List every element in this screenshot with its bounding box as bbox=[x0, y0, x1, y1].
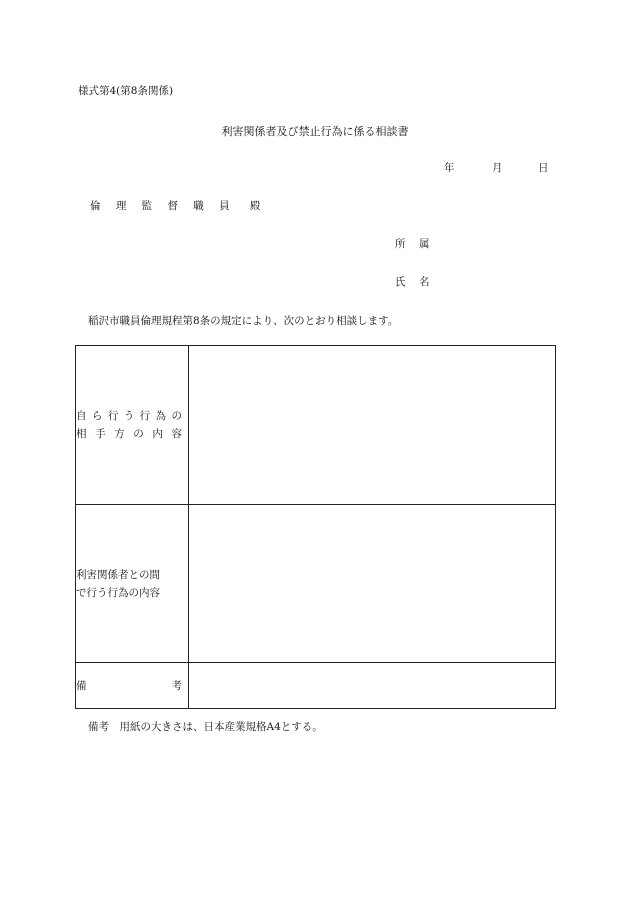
affiliation-char: 属 bbox=[419, 238, 430, 250]
affiliation-char: 所 bbox=[395, 238, 406, 250]
label-char: 行 bbox=[107, 410, 119, 422]
name-char: 名 bbox=[419, 276, 430, 288]
consultation-table bbox=[75, 345, 556, 709]
row-label-remarks bbox=[76, 663, 189, 709]
label-line: で行う行為の内容 bbox=[76, 586, 160, 599]
addressee-char: 倫 bbox=[90, 200, 101, 212]
addressee-char: 理 bbox=[115, 200, 127, 212]
addressee-char: 職 bbox=[193, 200, 205, 212]
affiliation-label bbox=[395, 236, 443, 251]
label-line: 利害関係者との間 bbox=[76, 568, 160, 581]
date-year-label: 年 bbox=[444, 162, 455, 174]
label-char: 行 bbox=[139, 410, 151, 422]
label-char: 手 bbox=[95, 428, 106, 440]
addressee-char: 監 bbox=[141, 200, 153, 212]
counterparty-content-field[interactable] bbox=[189, 346, 556, 505]
table-row bbox=[76, 346, 556, 505]
addressee bbox=[90, 198, 276, 213]
label-char: 相 bbox=[76, 428, 87, 440]
label-char: 備 bbox=[76, 679, 87, 692]
label-line bbox=[76, 425, 188, 443]
table-row bbox=[76, 505, 556, 663]
addressee-char: 員 bbox=[219, 200, 230, 212]
document-title: 利害関係者及び禁止行為に係る相談書 bbox=[221, 125, 409, 138]
form-number: 様式第4(第8条関係) bbox=[78, 85, 174, 97]
label-line bbox=[76, 407, 188, 425]
label-char: 方 bbox=[114, 428, 125, 440]
table-row bbox=[76, 663, 556, 709]
interested-party-content-field[interactable] bbox=[189, 505, 556, 663]
intro-text: 稲沢市職員倫理規程第8条の規定により、次のとおり相談します。 bbox=[88, 315, 399, 327]
label-char: の bbox=[133, 428, 144, 440]
date-day-label: 日 bbox=[538, 162, 549, 174]
remarks-field[interactable] bbox=[189, 663, 556, 709]
date-month-label: 月 bbox=[492, 162, 503, 174]
label-char: 内 bbox=[152, 428, 163, 440]
label-char: う bbox=[123, 410, 135, 422]
label-char: 自 bbox=[76, 410, 87, 422]
label-char: ら bbox=[91, 410, 103, 422]
addressee-honorific: 殿 bbox=[249, 200, 261, 212]
addressee-char: 督 bbox=[167, 200, 179, 212]
label-char: の bbox=[171, 410, 182, 422]
name-label bbox=[395, 274, 443, 289]
label-char: 考 bbox=[171, 679, 182, 692]
row-label-interested-party bbox=[76, 505, 189, 663]
label-char: 容 bbox=[171, 428, 182, 440]
name-char: 氏 bbox=[395, 276, 406, 288]
label-line bbox=[76, 677, 188, 695]
row-label-counterparty bbox=[76, 346, 189, 505]
label-char: 為 bbox=[155, 410, 167, 422]
paper-size-note: 備考 用紙の大きさは、日本産業規格A4とする。 bbox=[88, 721, 323, 733]
